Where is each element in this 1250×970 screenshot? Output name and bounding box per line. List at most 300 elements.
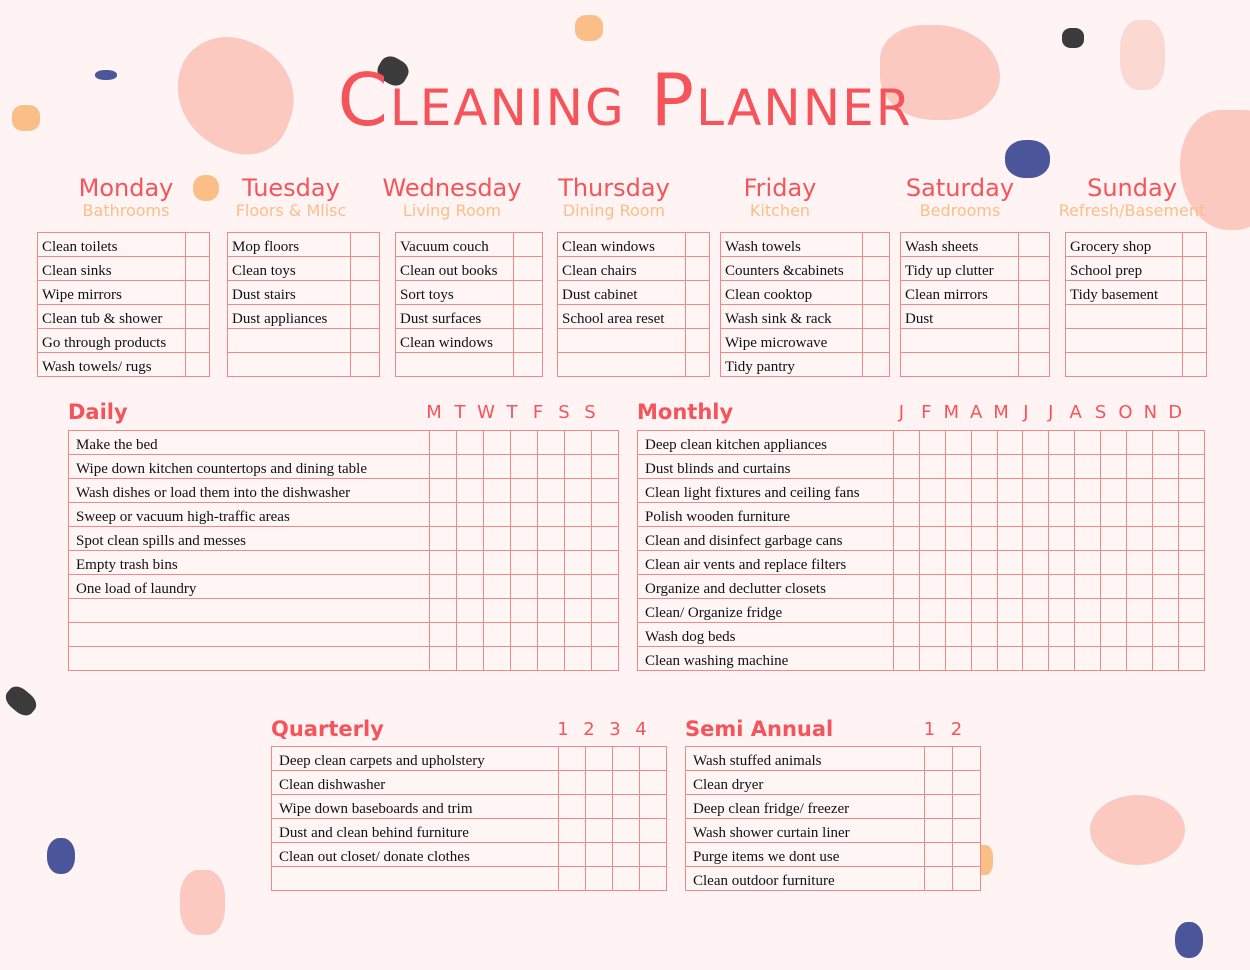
checkbox-cell[interactable] <box>538 455 565 479</box>
task-cell[interactable]: Clean air vents and replace filters <box>638 551 894 575</box>
checkbox-cell[interactable] <box>586 771 613 795</box>
checkbox-cell[interactable] <box>586 795 613 819</box>
checkbox-cell[interactable] <box>457 623 484 647</box>
checkbox-cell[interactable] <box>925 867 953 891</box>
task-cell[interactable]: Dust surfaces <box>396 305 514 329</box>
checkbox-cell[interactable] <box>514 329 543 353</box>
checkbox-cell[interactable] <box>1023 575 1049 599</box>
checkbox-cell[interactable] <box>430 575 457 599</box>
checkbox-cell[interactable] <box>457 479 484 503</box>
checkbox-cell[interactable] <box>1183 353 1207 377</box>
checkbox-cell[interactable] <box>863 353 890 377</box>
checkbox-cell[interactable] <box>997 647 1023 671</box>
checkbox-cell[interactable] <box>457 431 484 455</box>
checkbox-cell[interactable] <box>640 747 667 771</box>
task-cell[interactable] <box>396 353 514 377</box>
checkbox-cell[interactable] <box>1049 431 1075 455</box>
checkbox-cell[interactable] <box>1023 647 1049 671</box>
checkbox-cell[interactable] <box>686 329 710 353</box>
checkbox-cell[interactable] <box>1019 233 1050 257</box>
task-cell[interactable]: Empty trash bins <box>69 551 430 575</box>
task-cell[interactable]: Spot clean spills and messes <box>69 527 430 551</box>
checkbox-cell[interactable] <box>538 431 565 455</box>
checkbox-cell[interactable] <box>1101 647 1127 671</box>
checkbox-cell[interactable] <box>945 575 971 599</box>
task-cell[interactable]: Wipe mirrors <box>38 281 186 305</box>
task-cell[interactable] <box>558 329 686 353</box>
checkbox-cell[interactable] <box>971 551 997 575</box>
checkbox-cell[interactable] <box>514 257 543 281</box>
checkbox-cell[interactable] <box>997 623 1023 647</box>
checkbox-cell[interactable] <box>484 431 511 455</box>
checkbox-cell[interactable] <box>613 867 640 891</box>
checkbox-cell[interactable] <box>613 747 640 771</box>
checkbox-cell[interactable] <box>640 771 667 795</box>
task-cell[interactable]: Wash sink & rack <box>721 305 863 329</box>
checkbox-cell[interactable] <box>538 527 565 551</box>
checkbox-cell[interactable] <box>430 551 457 575</box>
checkbox-cell[interactable] <box>945 479 971 503</box>
task-cell[interactable]: School area reset <box>558 305 686 329</box>
checkbox-cell[interactable] <box>1049 623 1075 647</box>
task-cell[interactable]: Deep clean fridge/ freezer <box>686 795 925 819</box>
checkbox-cell[interactable] <box>565 647 592 671</box>
checkbox-cell[interactable] <box>953 747 981 771</box>
checkbox-cell[interactable] <box>894 479 920 503</box>
task-cell[interactable] <box>69 599 430 623</box>
checkbox-cell[interactable] <box>1152 647 1178 671</box>
checkbox-cell[interactable] <box>863 233 890 257</box>
checkbox-cell[interactable] <box>484 623 511 647</box>
checkbox-cell[interactable] <box>586 843 613 867</box>
task-cell[interactable]: Clean washing machine <box>638 647 894 671</box>
task-cell[interactable]: Wash towels <box>721 233 863 257</box>
task-cell[interactable]: Go through products <box>38 329 186 353</box>
checkbox-cell[interactable] <box>592 527 619 551</box>
checkbox-cell[interactable] <box>592 575 619 599</box>
checkbox-cell[interactable] <box>997 479 1023 503</box>
checkbox-cell[interactable] <box>559 747 586 771</box>
checkbox-cell[interactable] <box>1075 623 1101 647</box>
checkbox-cell[interactable] <box>592 431 619 455</box>
checkbox-cell[interactable] <box>565 527 592 551</box>
task-cell[interactable] <box>901 329 1019 353</box>
checkbox-cell[interactable] <box>894 647 920 671</box>
checkbox-cell[interactable] <box>919 575 945 599</box>
task-cell[interactable]: Wipe microwave <box>721 329 863 353</box>
task-cell[interactable]: Clean cooktop <box>721 281 863 305</box>
checkbox-cell[interactable] <box>351 281 380 305</box>
checkbox-cell[interactable] <box>686 281 710 305</box>
task-cell[interactable]: Wipe down kitchen countertops and dining table <box>69 455 430 479</box>
checkbox-cell[interactable] <box>1152 455 1178 479</box>
task-cell[interactable]: Counters &cabinets <box>721 257 863 281</box>
checkbox-cell[interactable] <box>511 503 538 527</box>
task-cell[interactable]: Clean toys <box>228 257 351 281</box>
checkbox-cell[interactable] <box>1075 503 1101 527</box>
checkbox-cell[interactable] <box>997 455 1023 479</box>
checkbox-cell[interactable] <box>511 431 538 455</box>
task-cell[interactable]: Clean outdoor furniture <box>686 867 925 891</box>
checkbox-cell[interactable] <box>559 843 586 867</box>
checkbox-cell[interactable] <box>538 575 565 599</box>
checkbox-cell[interactable] <box>511 551 538 575</box>
checkbox-cell[interactable] <box>1178 647 1204 671</box>
checkbox-cell[interactable] <box>511 479 538 503</box>
checkbox-cell[interactable] <box>484 527 511 551</box>
checkbox-cell[interactable] <box>1183 329 1207 353</box>
task-cell[interactable]: Clean mirrors <box>901 281 1019 305</box>
checkbox-cell[interactable] <box>1101 455 1127 479</box>
task-cell[interactable]: Clean dryer <box>686 771 925 795</box>
checkbox-cell[interactable] <box>457 455 484 479</box>
checkbox-cell[interactable] <box>919 431 945 455</box>
checkbox-cell[interactable] <box>538 623 565 647</box>
task-cell[interactable]: Organize and declutter closets <box>638 575 894 599</box>
checkbox-cell[interactable] <box>1178 527 1204 551</box>
checkbox-cell[interactable] <box>1019 305 1050 329</box>
checkbox-cell[interactable] <box>430 479 457 503</box>
checkbox-cell[interactable] <box>640 867 667 891</box>
checkbox-cell[interactable] <box>586 867 613 891</box>
checkbox-cell[interactable] <box>1152 551 1178 575</box>
checkbox-cell[interactable] <box>1183 305 1207 329</box>
checkbox-cell[interactable] <box>971 503 997 527</box>
checkbox-cell[interactable] <box>484 575 511 599</box>
checkbox-cell[interactable] <box>953 795 981 819</box>
checkbox-cell[interactable] <box>351 233 380 257</box>
checkbox-cell[interactable] <box>559 867 586 891</box>
checkbox-cell[interactable] <box>1101 575 1127 599</box>
checkbox-cell[interactable] <box>1152 527 1178 551</box>
checkbox-cell[interactable] <box>1101 551 1127 575</box>
checkbox-cell[interactable] <box>1101 431 1127 455</box>
checkbox-cell[interactable] <box>971 575 997 599</box>
task-cell[interactable]: Clean chairs <box>558 257 686 281</box>
checkbox-cell[interactable] <box>1023 623 1049 647</box>
checkbox-cell[interactable] <box>971 479 997 503</box>
checkbox-cell[interactable] <box>1101 503 1127 527</box>
checkbox-cell[interactable] <box>1178 455 1204 479</box>
checkbox-cell[interactable] <box>1019 353 1050 377</box>
checkbox-cell[interactable] <box>1127 599 1153 623</box>
checkbox-cell[interactable] <box>686 257 710 281</box>
checkbox-cell[interactable] <box>186 281 210 305</box>
checkbox-cell[interactable] <box>1178 479 1204 503</box>
checkbox-cell[interactable] <box>457 575 484 599</box>
checkbox-cell[interactable] <box>894 455 920 479</box>
checkbox-cell[interactable] <box>997 503 1023 527</box>
checkbox-cell[interactable] <box>613 843 640 867</box>
checkbox-cell[interactable] <box>592 503 619 527</box>
checkbox-cell[interactable] <box>351 305 380 329</box>
checkbox-cell[interactable] <box>457 551 484 575</box>
checkbox-cell[interactable] <box>511 647 538 671</box>
checkbox-cell[interactable] <box>925 795 953 819</box>
checkbox-cell[interactable] <box>186 353 210 377</box>
checkbox-cell[interactable] <box>1049 455 1075 479</box>
checkbox-cell[interactable] <box>565 431 592 455</box>
checkbox-cell[interactable] <box>640 819 667 843</box>
checkbox-cell[interactable] <box>686 233 710 257</box>
task-cell[interactable]: Wash dog beds <box>638 623 894 647</box>
checkbox-cell[interactable] <box>1127 647 1153 671</box>
checkbox-cell[interactable] <box>457 527 484 551</box>
checkbox-cell[interactable] <box>863 257 890 281</box>
task-cell[interactable]: Wash towels/ rugs <box>38 353 186 377</box>
task-cell[interactable]: One load of laundry <box>69 575 430 599</box>
checkbox-cell[interactable] <box>484 455 511 479</box>
checkbox-cell[interactable] <box>565 479 592 503</box>
checkbox-cell[interactable] <box>538 479 565 503</box>
checkbox-cell[interactable] <box>538 647 565 671</box>
checkbox-cell[interactable] <box>592 623 619 647</box>
checkbox-cell[interactable] <box>1049 575 1075 599</box>
checkbox-cell[interactable] <box>1183 233 1207 257</box>
task-cell[interactable]: Wash stuffed animals <box>686 747 925 771</box>
checkbox-cell[interactable] <box>1049 527 1075 551</box>
checkbox-cell[interactable] <box>919 623 945 647</box>
task-cell[interactable]: Deep clean kitchen appliances <box>638 431 894 455</box>
checkbox-cell[interactable] <box>919 503 945 527</box>
checkbox-cell[interactable] <box>945 623 971 647</box>
checkbox-cell[interactable] <box>1127 527 1153 551</box>
checkbox-cell[interactable] <box>613 819 640 843</box>
task-cell[interactable]: Dust stairs <box>228 281 351 305</box>
checkbox-cell[interactable] <box>1127 503 1153 527</box>
checkbox-cell[interactable] <box>351 257 380 281</box>
checkbox-cell[interactable] <box>1075 527 1101 551</box>
checkbox-cell[interactable] <box>430 647 457 671</box>
checkbox-cell[interactable] <box>351 353 380 377</box>
checkbox-cell[interactable] <box>1152 479 1178 503</box>
checkbox-cell[interactable] <box>1152 599 1178 623</box>
checkbox-cell[interactable] <box>565 623 592 647</box>
task-cell[interactable]: Dust cabinet <box>558 281 686 305</box>
task-cell[interactable]: Clean out closet/ donate clothes <box>272 843 559 867</box>
task-cell[interactable]: Tidy pantry <box>721 353 863 377</box>
checkbox-cell[interactable] <box>894 551 920 575</box>
checkbox-cell[interactable] <box>1178 575 1204 599</box>
checkbox-cell[interactable] <box>514 305 543 329</box>
checkbox-cell[interactable] <box>1075 599 1101 623</box>
checkbox-cell[interactable] <box>971 455 997 479</box>
checkbox-cell[interactable] <box>484 551 511 575</box>
checkbox-cell[interactable] <box>1023 455 1049 479</box>
task-cell[interactable]: Vacuum couch <box>396 233 514 257</box>
task-cell[interactable]: Clean toilets <box>38 233 186 257</box>
checkbox-cell[interactable] <box>945 527 971 551</box>
checkbox-cell[interactable] <box>1101 527 1127 551</box>
checkbox-cell[interactable] <box>559 819 586 843</box>
checkbox-cell[interactable] <box>538 503 565 527</box>
checkbox-cell[interactable] <box>1127 623 1153 647</box>
task-cell[interactable]: Tidy basement <box>1066 281 1183 305</box>
checkbox-cell[interactable] <box>592 647 619 671</box>
checkbox-cell[interactable] <box>430 623 457 647</box>
checkbox-cell[interactable] <box>971 527 997 551</box>
checkbox-cell[interactable] <box>457 503 484 527</box>
checkbox-cell[interactable] <box>863 305 890 329</box>
task-cell[interactable] <box>1066 353 1183 377</box>
checkbox-cell[interactable] <box>1023 551 1049 575</box>
checkbox-cell[interactable] <box>919 455 945 479</box>
checkbox-cell[interactable] <box>592 551 619 575</box>
task-cell[interactable]: Clean light fixtures and ceiling fans <box>638 479 894 503</box>
checkbox-cell[interactable] <box>565 599 592 623</box>
checkbox-cell[interactable] <box>919 479 945 503</box>
checkbox-cell[interactable] <box>997 431 1023 455</box>
checkbox-cell[interactable] <box>686 353 710 377</box>
checkbox-cell[interactable] <box>1049 479 1075 503</box>
task-cell[interactable]: Sweep or vacuum high-traffic areas <box>69 503 430 527</box>
checkbox-cell[interactable] <box>1023 599 1049 623</box>
checkbox-cell[interactable] <box>511 599 538 623</box>
task-cell[interactable]: Sort toys <box>396 281 514 305</box>
task-cell[interactable]: Dust and clean behind furniture <box>272 819 559 843</box>
checkbox-cell[interactable] <box>1019 281 1050 305</box>
checkbox-cell[interactable] <box>945 503 971 527</box>
checkbox-cell[interactable] <box>1075 575 1101 599</box>
task-cell[interactable]: Dust blinds and curtains <box>638 455 894 479</box>
checkbox-cell[interactable] <box>1178 599 1204 623</box>
checkbox-cell[interactable] <box>894 527 920 551</box>
checkbox-cell[interactable] <box>565 575 592 599</box>
task-cell[interactable]: Clean windows <box>558 233 686 257</box>
checkbox-cell[interactable] <box>186 257 210 281</box>
checkbox-cell[interactable] <box>1019 257 1050 281</box>
task-cell[interactable] <box>69 623 430 647</box>
checkbox-cell[interactable] <box>511 623 538 647</box>
checkbox-cell[interactable] <box>919 599 945 623</box>
checkbox-cell[interactable] <box>565 551 592 575</box>
task-cell[interactable] <box>1066 329 1183 353</box>
checkbox-cell[interactable] <box>971 599 997 623</box>
task-cell[interactable]: Clean dishwasher <box>272 771 559 795</box>
task-cell[interactable]: Wash sheets <box>901 233 1019 257</box>
checkbox-cell[interactable] <box>945 599 971 623</box>
checkbox-cell[interactable] <box>1023 527 1049 551</box>
task-cell[interactable]: Clean and disinfect garbage cans <box>638 527 894 551</box>
checkbox-cell[interactable] <box>511 527 538 551</box>
checkbox-cell[interactable] <box>640 843 667 867</box>
task-cell[interactable]: Clean out books <box>396 257 514 281</box>
checkbox-cell[interactable] <box>686 305 710 329</box>
checkbox-cell[interactable] <box>894 503 920 527</box>
checkbox-cell[interactable] <box>925 747 953 771</box>
checkbox-cell[interactable] <box>1127 479 1153 503</box>
checkbox-cell[interactable] <box>925 843 953 867</box>
task-cell[interactable]: Grocery shop <box>1066 233 1183 257</box>
checkbox-cell[interactable] <box>430 527 457 551</box>
checkbox-cell[interactable] <box>1049 503 1075 527</box>
checkbox-cell[interactable] <box>186 329 210 353</box>
checkbox-cell[interactable] <box>351 329 380 353</box>
checkbox-cell[interactable] <box>953 771 981 795</box>
checkbox-cell[interactable] <box>559 795 586 819</box>
checkbox-cell[interactable] <box>1023 431 1049 455</box>
checkbox-cell[interactable] <box>430 431 457 455</box>
task-cell[interactable] <box>1066 305 1183 329</box>
checkbox-cell[interactable] <box>953 819 981 843</box>
checkbox-cell[interactable] <box>919 527 945 551</box>
checkbox-cell[interactable] <box>925 819 953 843</box>
task-cell[interactable]: Dust appliances <box>228 305 351 329</box>
checkbox-cell[interactable] <box>484 503 511 527</box>
checkbox-cell[interactable] <box>1127 575 1153 599</box>
checkbox-cell[interactable] <box>538 551 565 575</box>
task-cell[interactable] <box>901 353 1019 377</box>
checkbox-cell[interactable] <box>945 647 971 671</box>
task-cell[interactable]: Wipe down baseboards and trim <box>272 795 559 819</box>
checkbox-cell[interactable] <box>894 431 920 455</box>
checkbox-cell[interactable] <box>565 455 592 479</box>
task-cell[interactable]: Wash dishes or load them into the dishwasher <box>69 479 430 503</box>
checkbox-cell[interactable] <box>514 281 543 305</box>
checkbox-cell[interactable] <box>640 795 667 819</box>
checkbox-cell[interactable] <box>863 329 890 353</box>
checkbox-cell[interactable] <box>1049 599 1075 623</box>
task-cell[interactable]: School prep <box>1066 257 1183 281</box>
checkbox-cell[interactable] <box>1178 623 1204 647</box>
task-cell[interactable]: Dust <box>901 305 1019 329</box>
checkbox-cell[interactable] <box>613 771 640 795</box>
task-cell[interactable] <box>228 329 351 353</box>
checkbox-cell[interactable] <box>186 305 210 329</box>
checkbox-cell[interactable] <box>894 623 920 647</box>
checkbox-cell[interactable] <box>997 599 1023 623</box>
checkbox-cell[interactable] <box>565 503 592 527</box>
task-cell[interactable] <box>558 353 686 377</box>
task-cell[interactable]: Clean tub & shower <box>38 305 186 329</box>
checkbox-cell[interactable] <box>514 353 543 377</box>
checkbox-cell[interactable] <box>586 747 613 771</box>
checkbox-cell[interactable] <box>1183 281 1207 305</box>
checkbox-cell[interactable] <box>1049 647 1075 671</box>
checkbox-cell[interactable] <box>971 431 997 455</box>
checkbox-cell[interactable] <box>1075 455 1101 479</box>
task-cell[interactable]: Clean windows <box>396 329 514 353</box>
task-cell[interactable]: Make the bed <box>69 431 430 455</box>
checkbox-cell[interactable] <box>592 455 619 479</box>
checkbox-cell[interactable] <box>1101 623 1127 647</box>
checkbox-cell[interactable] <box>945 551 971 575</box>
checkbox-cell[interactable] <box>953 867 981 891</box>
checkbox-cell[interactable] <box>1023 503 1049 527</box>
checkbox-cell[interactable] <box>971 623 997 647</box>
checkbox-cell[interactable] <box>971 647 997 671</box>
task-cell[interactable] <box>69 647 430 671</box>
checkbox-cell[interactable] <box>511 455 538 479</box>
checkbox-cell[interactable] <box>1049 551 1075 575</box>
task-cell[interactable]: Polish wooden furniture <box>638 503 894 527</box>
checkbox-cell[interactable] <box>538 599 565 623</box>
checkbox-cell[interactable] <box>894 599 920 623</box>
checkbox-cell[interactable] <box>997 551 1023 575</box>
checkbox-cell[interactable] <box>945 455 971 479</box>
checkbox-cell[interactable] <box>430 503 457 527</box>
checkbox-cell[interactable] <box>1019 329 1050 353</box>
checkbox-cell[interactable] <box>1101 599 1127 623</box>
checkbox-cell[interactable] <box>925 771 953 795</box>
checkbox-cell[interactable] <box>1178 431 1204 455</box>
checkbox-cell[interactable] <box>514 233 543 257</box>
checkbox-cell[interactable] <box>997 575 1023 599</box>
checkbox-cell[interactable] <box>484 479 511 503</box>
checkbox-cell[interactable] <box>559 771 586 795</box>
task-cell[interactable]: Clean/ Organize fridge <box>638 599 894 623</box>
checkbox-cell[interactable] <box>894 575 920 599</box>
